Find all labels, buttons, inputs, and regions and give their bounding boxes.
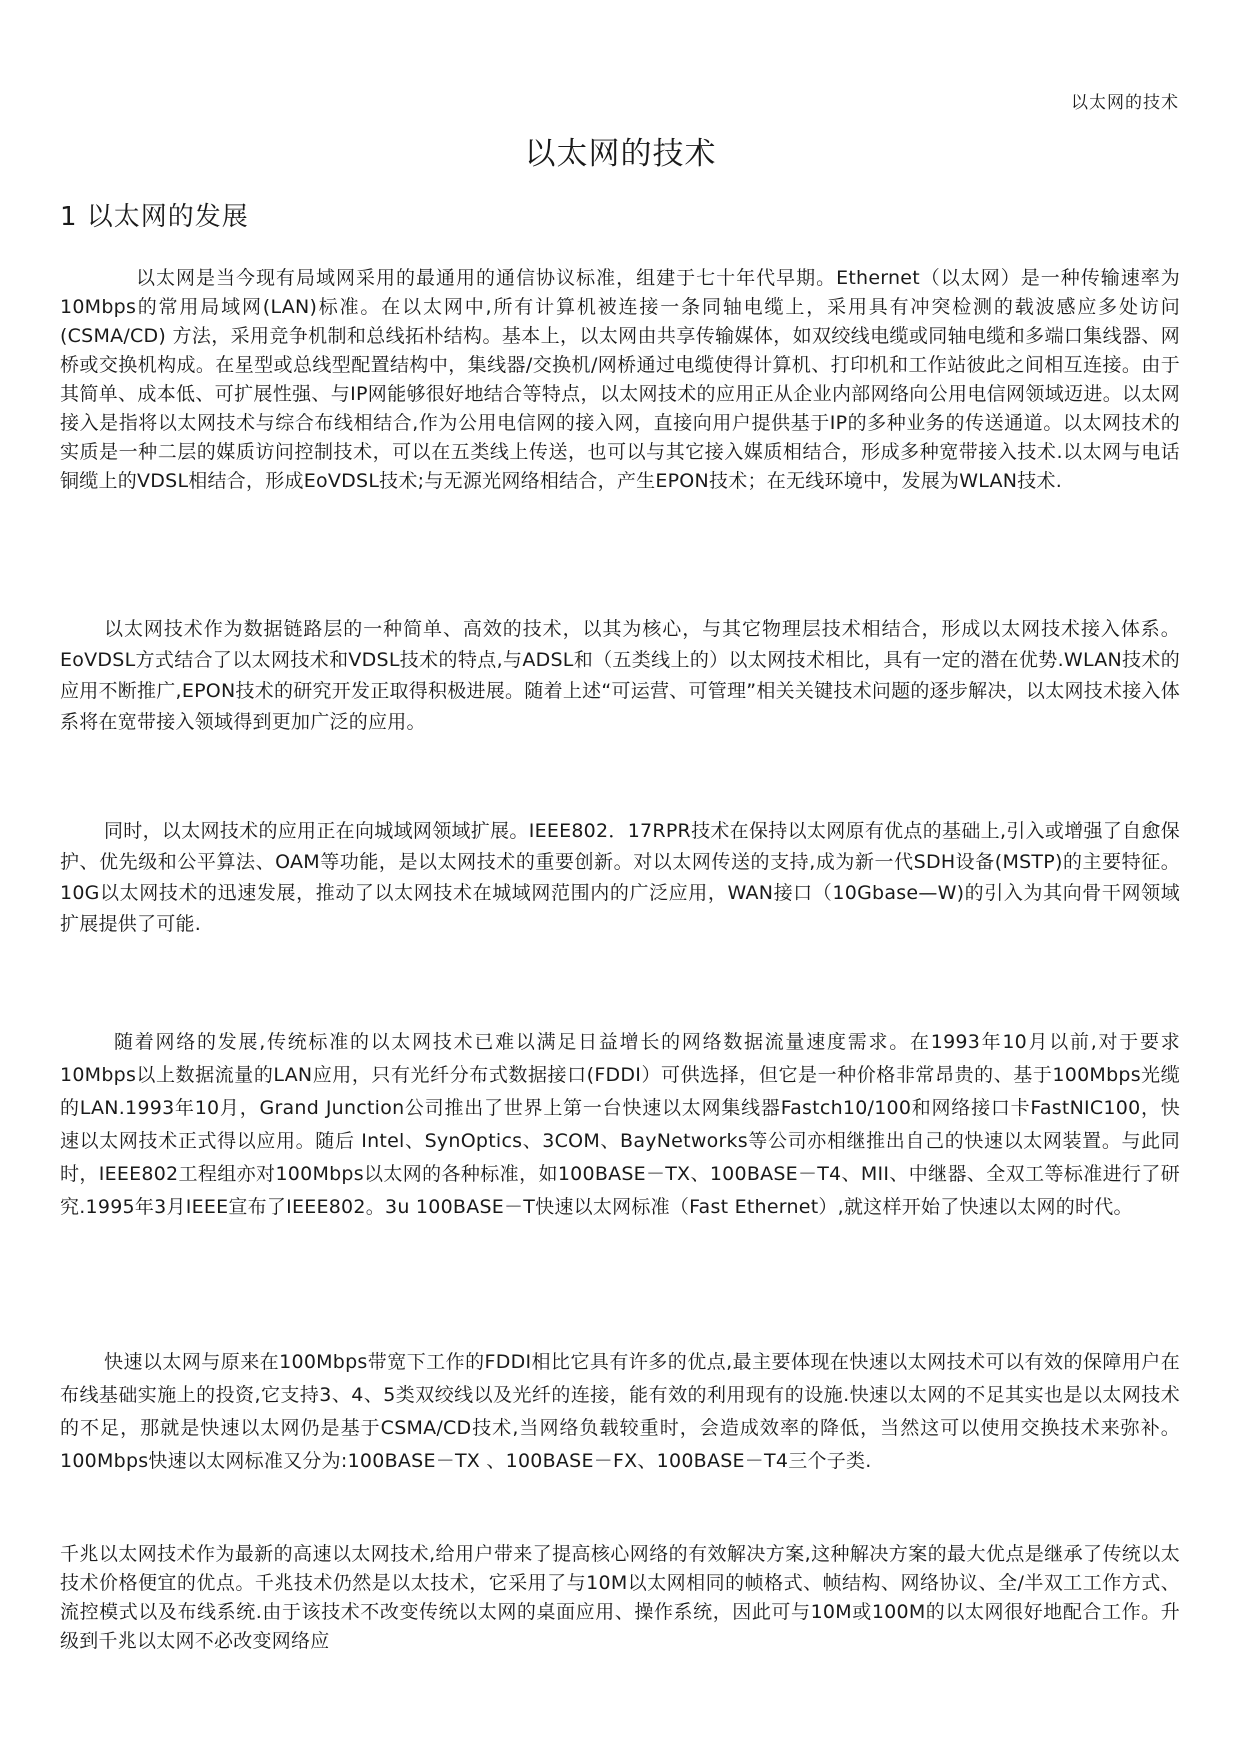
paragraph-gigabit-ethernet: 千兆以太网技术作为最新的高速以太网技术,给用户带来了提高核心网络的有效解决方案,这种解决方案的最大优点是继承了传统以太技术价格便宜的优点。千兆技术仍然是以太技术，它采用了与10M以太网相同的帧格式、帧结构、网络协议、全/半双工工作方式、流控模式以及布线系统.由于该技术不改变传统以太网的桌面应用、操作系统，因此可与10M或100M的以太网很好地配合工作。升级到千兆以太网不必改变网络应 — [60, 1543, 1180, 1652]
running-header: 以太网的技术 — [1071, 93, 1179, 113]
paragraph-ethernet-overview: 以太网是当今现有局域网采用的最通用的通信协议标准，组建于七十年代早期。Ethernet（以太网）是一种传输速率为10Mbps的常用局域网(LAN)标准。在以太网中,所有计算机被连接一条同轴电缆上，采用具有冲突检测的载波感应多处访问(CSMA/CD) 方法，采用竞争机制和总线拓朴结构。基本上，以太网由共享传输媒体，如双绞线电缆或同轴电缆和多端口集线器、网桥或交换机构成。在星型或总线型配置结构中，集线器/交换机/网桥通过电缆使得计算机、打印机和工作站彼此之间相互连接。由于其简单、成本低、可扩展性强、与IP网能够很好地结合等特点，以太网技术的应用正从企业内部网络向公用电信网领域迈进。以太网接入是指将以太网技术与综合布线相结合,作为公用电信网的接入网，直接向用户提供基于IP的多种业务的传送通道。以太网技术的实质是一种二层的媒质访问控制技术，可以在五类线上传送，也可以与其它接入媒质相结合，形成多种宽带接入技术.以太网与电话铜缆上的VDSL相结合，形成EoVDSL技术;与无源光网络相结合，产生EPON技术；在无线环境中，发展为WLAN技术. — [60, 267, 1180, 492]
section-heading: 1 以太网的发展 — [60, 202, 249, 232]
page-title: 以太网的技术 — [524, 136, 717, 172]
paragraph-access-system: 以太网技术作为数据链路层的一种简单、高效的技术，以其为核心，与其它物理层技术相结合，形成以太网技术接入体系。EoVDSL方式结合了以太网技术和VDSL技术的特点,与ADSL和（五类线上的）以太网技术相比，具有一定的潜在优势.WLAN技术的应用不断推广,EPON技术的研究开发正取得积极进展。随着上述“可运营、可管理”相关关键技术问题的逐步解决，以太网技术接入体系将在宽带接入领域得到更加广泛的应用。 — [60, 618, 1180, 733]
paragraph-fast-ethernet-advantages: 快速以太网与原来在100Mbps带宽下工作的FDDI相比它具有许多的优点,最主要体现在快速以太网技术可以有效的保障用户在布线基础实施上的投资,它支持3、4、5类双绞线以及光纤的连接，能有效的利用现有的设施.快速以太网的不足其实也是以太网技术的不足，那就是快速以太网仍是基于CSMA/CD技术,当网络负载较重时，会造成效率的降低，当然这可以使用交换技术来弥补。100Mbps快速以太网标准又分为:100BASE－TX 、100BASE－FX、100BASE－T4三个子类. — [60, 1351, 1180, 1472]
paragraph-fast-ethernet-history: 随着网络的发展,传统标准的以太网技术已难以满足日益增长的网络数据流量速度需求。在1993年10月以前,对于要求10Mbps以上数据流量的LAN应用，只有光纤分布式数据接口(FDDI）可供选择，但它是一种价格非常昂贵的、基于100Mbps光缆的LAN.1993年10月，Grand Junction公司推出了世界上第一台快速以太网集线器Fastch10/100和网络接口卡FastNIC100，快速以太网技术正式得以应用。随后 Intel、SynOptics、3COM、BayNetworks等公司亦相继推出自己的快速以太网装置。与此同时，IEEE802工程组亦对100Mbps以太网的各种标准，如100BASE－TX、100BASE－T4、MII、中继器、全双工等标准进行了研究.1995年3月IEEE宣布了IEEE802。3u 100BASE－T快速以太网标准（Fast Ethernet）,就这样开始了快速以太网的时代。 — [60, 1031, 1180, 1218]
paragraph-metro-network: 同时，以太网技术的应用正在向城域网领域扩展。IEEE802．17RPR技术在保持以太网原有优点的基础上,引入或增强了自愈保护、优先级和公平算法、OAM等功能，是以太网技术的重要创新。对以太网传送的支持,成为新一代SDH设备(MSTP)的主要特征。10G以太网技术的迅速发展，推动了以太网技术在城域网范围内的广泛应用，WAN接口（10Gbase—W)的引入为其向骨干网领域扩展提供了可能. — [60, 820, 1180, 935]
